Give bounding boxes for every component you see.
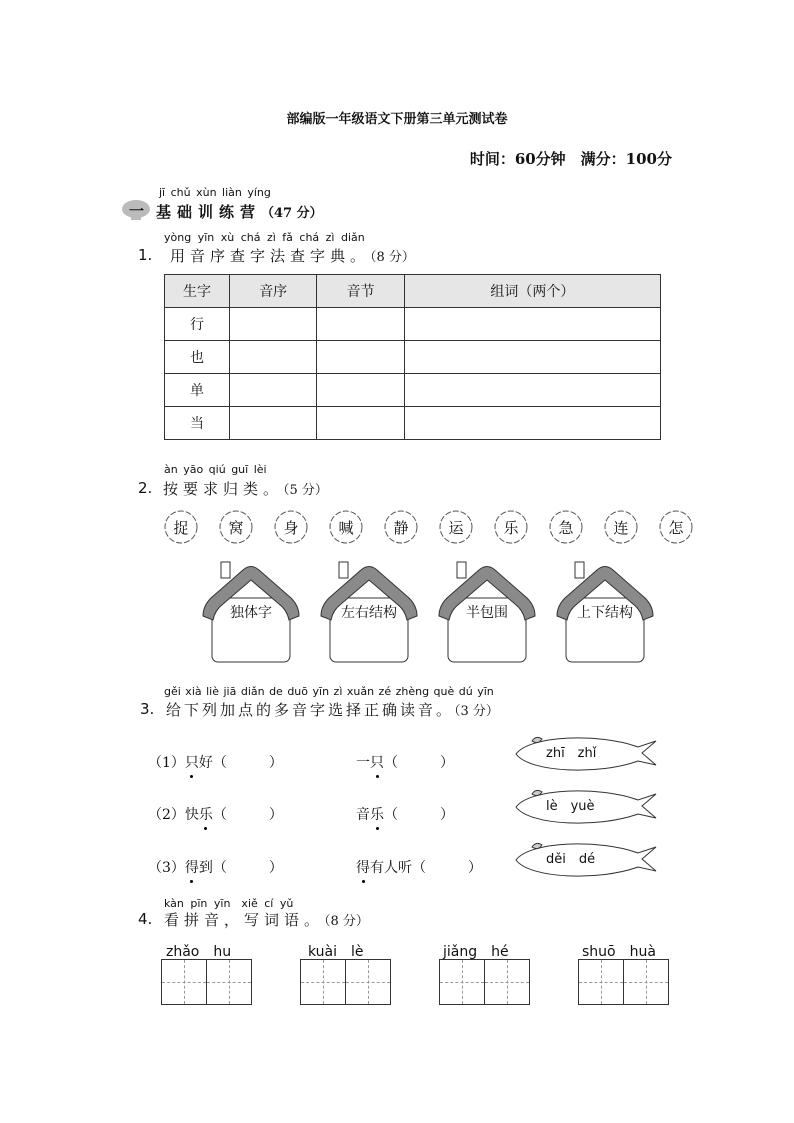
table-cell-char: 行: [165, 308, 230, 341]
q3-item-a: [148, 804, 283, 824]
word-pinyin: shuō huà: [582, 944, 656, 960]
answer-cell[interactable]: [404, 341, 660, 374]
table-cell-char: 单: [165, 374, 230, 407]
grid-cell[interactable]: [579, 960, 624, 1004]
table-cell-char: 当: [165, 407, 230, 440]
answer-cell[interactable]: [317, 341, 404, 374]
q2-score: （5 分）: [283, 483, 328, 498]
word-rest: 有人听: [370, 860, 412, 876]
writing-grid[interactable]: [439, 959, 530, 1005]
grid-cell[interactable]: [485, 960, 529, 1004]
char-label: 静: [393, 518, 409, 537]
answer-blank[interactable]: （ ）: [212, 860, 283, 876]
char-label: 喊: [338, 518, 354, 537]
word-pinyin: jiǎng hé: [443, 944, 509, 960]
answer-cell[interactable]: [404, 374, 660, 407]
answer-cell[interactable]: [404, 407, 660, 440]
answer-blank[interactable]: （ ）: [412, 860, 482, 876]
char-label: 窝: [228, 518, 244, 537]
pinyin-leaf: [510, 731, 658, 777]
q3-score: （3 分）: [454, 704, 499, 719]
table-row: [165, 341, 661, 374]
q3-pinyin: gěi xià liè jiā diǎn de duō yīn zì xuǎn zé zhèng què dú yīn: [164, 685, 494, 698]
char-flower[interactable]: [162, 508, 200, 546]
dotted-char: 得: [356, 860, 370, 876]
dotted-char: 只: [370, 755, 384, 771]
q4-instruction: 看拼音，写词语。: [164, 911, 325, 929]
table-header: 组词（两个）: [404, 275, 660, 308]
q4-text: [164, 909, 369, 930]
pinyin-options: zhī zhǐ: [546, 746, 597, 761]
q1-table: [164, 274, 661, 440]
grid-cell[interactable]: [346, 960, 390, 1004]
q3-instruction: 给下列加点的多音字选择正确读音。: [166, 701, 455, 719]
pinyin-options: lè yuè: [546, 799, 595, 814]
char-flower[interactable]: [272, 508, 310, 546]
table-row: [165, 374, 661, 407]
q1-score: （8 分）: [370, 250, 415, 265]
table-header-row: [165, 275, 661, 308]
dotted-char: 得: [184, 860, 199, 876]
word-rest: 好: [198, 755, 213, 771]
char-label: 身: [283, 518, 299, 537]
house-category[interactable]: [319, 558, 419, 668]
grid-cell[interactable]: [624, 960, 668, 1004]
dotted-char: 乐: [370, 807, 384, 823]
q3-item-b: [356, 752, 454, 772]
house-category[interactable]: [437, 558, 537, 668]
q3-text: [166, 699, 499, 720]
q2-text: [163, 478, 328, 499]
writing-grid[interactable]: [300, 959, 391, 1005]
section-badge: [121, 199, 151, 221]
house-label: 半包围: [466, 605, 508, 621]
q2-instruction: 按要求归类。: [163, 480, 284, 498]
word-pinyin: kuài lè: [308, 944, 364, 960]
answer-cell[interactable]: [230, 341, 317, 374]
writing-grid[interactable]: [578, 959, 669, 1005]
q3-item-a: [148, 857, 283, 877]
word-rest: 到: [198, 860, 213, 876]
table-header: 音节: [317, 275, 404, 308]
char-flower[interactable]: [327, 508, 365, 546]
house-category[interactable]: [201, 558, 301, 668]
q1-text: [170, 245, 415, 266]
item-number: （2）: [148, 807, 185, 823]
word-prefix: 音: [356, 807, 370, 823]
answer-cell[interactable]: [230, 374, 317, 407]
pinyin-leaf: [510, 837, 658, 883]
answer-blank[interactable]: （ ）: [384, 755, 454, 771]
grid-cell[interactable]: [440, 960, 485, 1004]
house-label: 上下结构: [577, 605, 633, 621]
char-label: 捉: [173, 518, 189, 537]
q3-item-b: [356, 857, 482, 877]
char-label: 怎: [668, 518, 684, 537]
table-header: 生字: [165, 275, 230, 308]
char-label: 连: [613, 518, 629, 537]
char-flower[interactable]: [437, 508, 475, 546]
char-label: 乐: [503, 518, 519, 537]
q2-number: 2.: [138, 479, 153, 497]
q4-pinyin: kàn pīn yīn xiě cí yǔ: [164, 897, 294, 910]
answer-cell[interactable]: [230, 308, 317, 341]
char-flower[interactable]: [547, 508, 585, 546]
char-flower[interactable]: [602, 508, 640, 546]
section-title: [156, 201, 323, 222]
pinyin-options: děi dé: [546, 852, 596, 867]
pinyin-leaf: [510, 784, 658, 830]
section-title-text: 基础训练营: [156, 203, 262, 221]
dotted-char: 只: [184, 755, 199, 771]
item-number: （1）: [148, 755, 185, 771]
char-label: 急: [558, 518, 574, 537]
item-number: （3）: [148, 860, 185, 876]
word-pinyin: zhǎo hu: [166, 944, 232, 960]
q2-pinyin: àn yāo qiú guī lèi: [164, 463, 267, 476]
q1-instruction: 用音序查字法查字典。: [170, 247, 371, 265]
q3-number: 3.: [140, 700, 155, 718]
flower-row: [160, 505, 684, 549]
grid-cell[interactable]: [162, 960, 207, 1004]
answer-blank[interactable]: （ ）: [212, 807, 283, 823]
char-flower[interactable]: [382, 508, 420, 546]
word-prefix: 快: [184, 807, 199, 823]
section-pinyin: jī chǔ xùn liàn yíng: [159, 186, 271, 199]
q4-score: （8 分）: [324, 914, 369, 929]
answer-cell[interactable]: [317, 407, 404, 440]
answer-cell[interactable]: [317, 374, 404, 407]
house-label: 独体字: [230, 605, 272, 621]
answer-blank[interactable]: （ ）: [212, 755, 283, 771]
answer-blank[interactable]: （ ）: [384, 807, 454, 823]
time-info: 时间：60分钟 满分：100分: [469, 150, 672, 168]
answer-cell[interactable]: [317, 308, 404, 341]
page-title: 部编版一年级语文下册第三单元测试卷: [286, 112, 508, 127]
grid-cell[interactable]: [207, 960, 251, 1004]
table-row: [165, 407, 661, 440]
table-header: 音序: [230, 275, 317, 308]
q3-item-b: [356, 804, 454, 824]
word-prefix: 一: [356, 755, 370, 771]
q1-pinyin: yòng yīn xù chá zì fǎ chá zì diǎn: [164, 231, 365, 244]
q3-item-a: [148, 752, 283, 772]
char-flower[interactable]: [492, 508, 530, 546]
answer-cell[interactable]: [404, 308, 660, 341]
answer-cell[interactable]: [230, 407, 317, 440]
grid-cell[interactable]: [301, 960, 346, 1004]
writing-grid[interactable]: [161, 959, 252, 1005]
house-category[interactable]: [555, 558, 655, 668]
table-cell-char: 也: [165, 341, 230, 374]
section-score: （47 分）: [261, 206, 323, 221]
char-label: 运: [448, 518, 464, 537]
q1-number: 1.: [138, 246, 153, 264]
house-label: 左右结构: [341, 605, 397, 621]
q4-number: 4.: [138, 910, 153, 928]
char-flower[interactable]: [217, 508, 255, 546]
table-row: [165, 308, 661, 341]
section-number: 一: [129, 202, 145, 220]
dotted-char: 乐: [198, 807, 213, 823]
char-flower[interactable]: [657, 508, 695, 546]
